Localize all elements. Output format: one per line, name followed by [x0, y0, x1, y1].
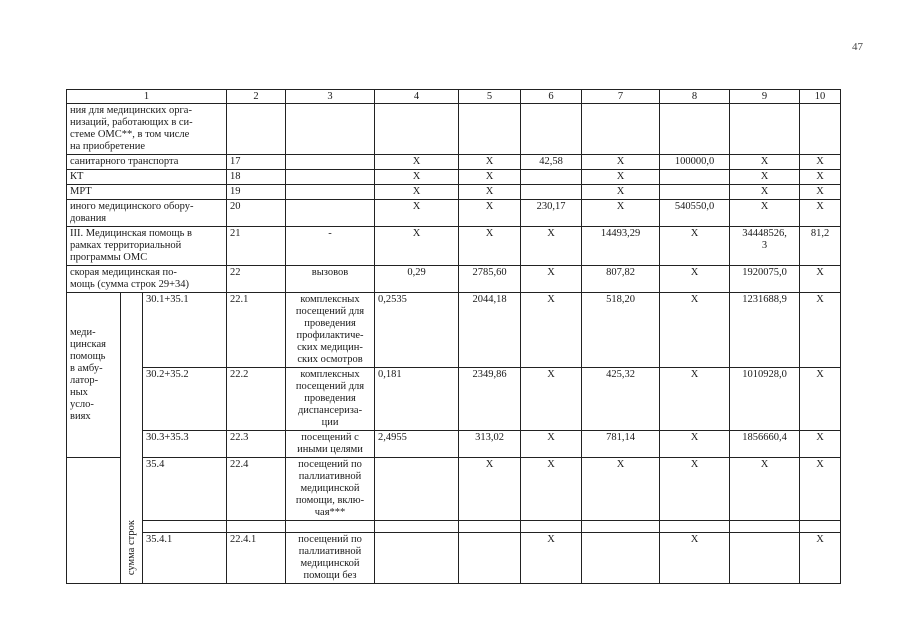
row-name: скорая медицинская по- мощь (сумма строк 29+34)	[67, 266, 227, 293]
table-row: III. Медицинская помощь в рамках территориальной программы ОМС 21 - X X X 14493,29 X 34448526, 3 81,2	[67, 227, 841, 266]
header-cell-2: 2	[227, 90, 286, 104]
row-name: МРТ	[67, 185, 227, 200]
header-row	[67, 90, 841, 104]
header-cell-7: 7	[582, 90, 660, 104]
row-name: КТ	[67, 170, 227, 185]
ambulatory-group-label: меди- цинская помощь в амбу- латор- ных усло- виях	[67, 293, 121, 458]
header-cell-8: 8	[660, 90, 730, 104]
medical-care-table	[66, 89, 841, 584]
table-row: 35.4 22.4 посещений по паллиативной медицинской помощи, вклю- чая*** X X X X X X	[67, 458, 841, 521]
table-row: 30.3+35.3 22.3 посещений с иными целями 2,4955 313,02 X 781,14 X 1856660,4 X	[67, 431, 841, 458]
header-cell-9: 9	[730, 90, 800, 104]
page-number: 47	[852, 41, 863, 53]
table-row	[67, 104, 841, 155]
header-cell-4: 4	[375, 90, 459, 104]
row-name: ния для медицинских орга- низаций, работающих в си- стеме ОМС**, в том числе на приобретение	[67, 104, 227, 155]
table-row-spacer	[67, 521, 841, 533]
header-cell-1: 1	[67, 90, 227, 104]
header-cell-3: 3	[286, 90, 375, 104]
table-row: МРТ 19 X X X X X	[67, 185, 841, 200]
table-row: скорая медицинская по- мощь (сумма строк 29+34) 22 вызовов 0,29 2785,60 X 807,82 X 1920075,0 X	[67, 266, 841, 293]
table-row: 35.4.1 22.4.1 посещений по паллиативной медицинской помощи без X X X	[67, 533, 841, 584]
table-row: санитарного транспорта 17 X X 42,58 X 100000,0 X X	[67, 155, 841, 170]
row-name: III. Медицинская помощь в рамках территориальной программы ОМС	[67, 227, 227, 266]
sum-rows-vertical-label: сумма строк	[121, 293, 143, 584]
group-label-empty	[67, 458, 121, 584]
header-cell-10: 10	[800, 90, 841, 104]
table-row: меди- цинская помощь в амбу- латор- ных усло- виях сумма строк 30.1+35.1 22.1 комплексных посещений для проведения профилактиче- ских медицин- ских осмотров 0,2535 2044,18 X 518,20 X 1231688,9 X	[67, 293, 841, 368]
table-row: 30.2+35.2 22.2 комплексных посещений для проведения диспансериза- ции 0,181 2349,86 X 425,32 X 1010928,0 X	[67, 368, 841, 431]
table-row: иного медицинского обору- дования 20 X X 230,17 X 540550,0 X X	[67, 200, 841, 227]
header-cell-6: 6	[521, 90, 582, 104]
header-cell-5: 5	[459, 90, 521, 104]
table-row: КТ 18 X X X X X	[67, 170, 841, 185]
row-name: санитарного транспорта	[67, 155, 227, 170]
row-name: иного медицинского обору- дования	[67, 200, 227, 227]
